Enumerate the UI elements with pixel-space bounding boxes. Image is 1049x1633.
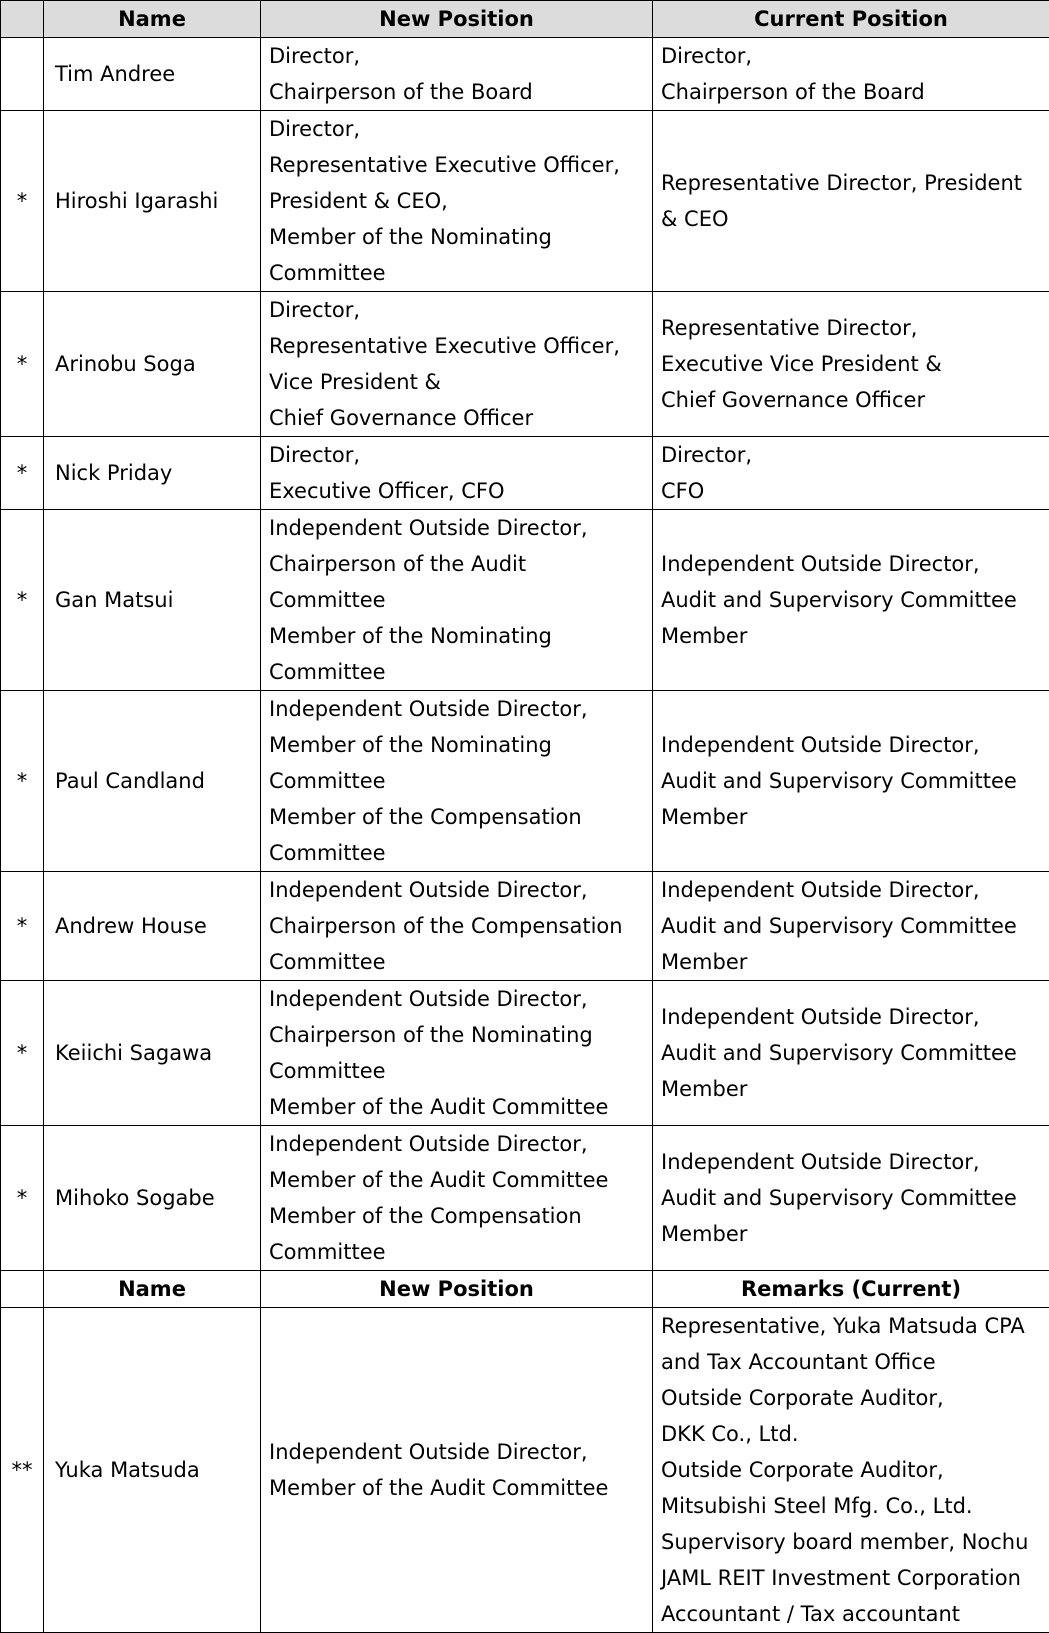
row-current-position: [653, 38, 1049, 111]
row-current-position: [653, 111, 1049, 292]
cell-line: Audit and Supervisory Committee: [661, 588, 1017, 612]
cell-line: Representative Director,: [661, 316, 918, 340]
cell-line: Member of the Compensation: [269, 1204, 582, 1228]
row-new-position: [261, 38, 653, 111]
row-new-position: [261, 510, 653, 691]
row-name: Arinobu Soga: [44, 292, 261, 437]
cell-line: Independent Outside Director,: [269, 1440, 588, 1464]
row-new-position: [261, 111, 653, 292]
cell-line: Member of the Nominating: [269, 733, 552, 757]
row-mark: [1, 38, 44, 111]
cell-line: and Tax Accountant Office: [661, 1350, 936, 1374]
cell-line: Director,: [269, 298, 361, 322]
cell-line: Representative, Yuka Matsuda CPA: [661, 1314, 1025, 1338]
cell-line: Member of the Nominating: [269, 624, 552, 648]
cell-line: President & CEO,: [269, 189, 448, 213]
table-header: [1, 1, 1049, 38]
cell-line: Representative Executive Officer,: [269, 334, 620, 358]
row-current-position: [653, 691, 1049, 872]
cell-line: Audit and Supervisory Committee: [661, 1186, 1017, 1210]
cell-line: Independent Outside Director,: [269, 697, 588, 721]
cell-line: Member: [661, 624, 748, 648]
row-new-position: [261, 1308, 653, 1633]
cell-line: Director,: [269, 117, 361, 141]
row-name: Andrew House: [44, 872, 261, 981]
cell-line: Independent Outside Director,: [269, 1132, 588, 1156]
table-row: [1, 1308, 1049, 1633]
cell-line: Independent Outside Director,: [661, 733, 980, 757]
cell-line: Member of the Compensation: [269, 805, 582, 829]
cell-line: Committee: [269, 769, 386, 793]
cell-line: JAML REIT Investment Corporation: [661, 1566, 1021, 1590]
cell-line: Representative Director, President: [661, 171, 1023, 195]
row-mark: **: [1, 1308, 44, 1633]
cell-line: Vice President &: [269, 370, 441, 394]
row-mark: *: [1, 510, 44, 691]
cell-line: Chairperson of the Compensation: [269, 914, 623, 938]
row-name: Keiichi Sagawa: [44, 981, 261, 1126]
cell-line: Chief Governance Officer: [661, 388, 926, 412]
row-current-position: [653, 872, 1049, 981]
header-mark: [1, 1, 44, 38]
cell-line: Member: [661, 1222, 748, 1246]
cell-line: Independent Outside Director,: [269, 516, 588, 540]
cell-line: Outside Corporate Auditor,: [661, 1458, 944, 1482]
row-new-position: [261, 1126, 653, 1271]
cell-line: DKK Co., Ltd.: [661, 1422, 799, 1446]
cell-line: Independent Outside Director,: [269, 878, 588, 902]
cell-line: Representative Executive Officer,: [269, 153, 620, 177]
table-row: [1, 111, 1049, 292]
table-row: [1, 981, 1049, 1126]
cell-line: Committee: [269, 950, 386, 974]
cell-line: Chairperson of the Board: [269, 80, 533, 104]
row-new-position: [261, 691, 653, 872]
table-row: [1, 38, 1049, 111]
cell-line: Independent Outside Director,: [661, 1150, 980, 1174]
cell-line: Committee: [269, 1240, 386, 1264]
cell-line: Chairperson of the Audit: [269, 552, 527, 576]
cell-line: Committee: [269, 261, 386, 285]
cell-line: CFO: [661, 479, 705, 503]
row-mark: *: [1, 437, 44, 510]
cell-line: Supervisory board member, Nochu: [661, 1530, 1029, 1554]
row-mark: *: [1, 1126, 44, 1271]
cell-line: Director,: [661, 443, 753, 467]
cell-line: Executive Officer, CFO: [269, 479, 505, 503]
table-row: [1, 1126, 1049, 1271]
row-new-position: [261, 437, 653, 510]
cell-line: Independent Outside Director,: [661, 1005, 980, 1029]
cell-line: & CEO: [661, 207, 729, 231]
row-current-position: [653, 981, 1049, 1126]
header-new-position: New Position: [261, 1, 653, 38]
cell-line: Chairperson of the Board: [661, 80, 925, 104]
cell-line: Member of the Nominating: [269, 225, 552, 249]
cell-line: Executive Vice President &: [661, 352, 942, 376]
cell-line: Member of the Audit Committee: [269, 1095, 609, 1119]
subheader-remarks: Remarks (Current): [653, 1271, 1049, 1308]
cell-line: Member: [661, 805, 748, 829]
row-current-position: [653, 437, 1049, 510]
row-name: Paul Candland: [44, 691, 261, 872]
row-mark: *: [1, 111, 44, 292]
cell-line: Committee: [269, 588, 386, 612]
cell-line: Member of the Audit Committee: [269, 1168, 609, 1192]
cell-line: Member: [661, 1077, 748, 1101]
row-new-position: [261, 981, 653, 1126]
cell-line: Accountant / Tax accountant: [661, 1602, 961, 1626]
row-name: Gan Matsui: [44, 510, 261, 691]
cell-line: Member: [661, 950, 748, 974]
header-row: [1, 1, 1049, 38]
cell-line: Audit and Supervisory Committee: [661, 1041, 1017, 1065]
table-row: [1, 691, 1049, 872]
row-name: Mihoko Sogabe: [44, 1126, 261, 1271]
table-body: [1, 38, 1049, 1633]
cell-line: Chief Governance Officer: [269, 406, 534, 430]
cell-line: Committee: [269, 660, 386, 684]
subheader-name: Name: [44, 1271, 261, 1308]
cell-line: Outside Corporate Auditor,: [661, 1386, 944, 1410]
row-name: Yuka Matsuda: [44, 1308, 261, 1633]
cell-line: Committee: [269, 841, 386, 865]
row-mark: *: [1, 981, 44, 1126]
cell-line: Audit and Supervisory Committee: [661, 769, 1017, 793]
row-mark: *: [1, 292, 44, 437]
cell-line: Director,: [269, 44, 361, 68]
cell-line: Member of the Audit Committee: [269, 1476, 609, 1500]
cell-line: Committee: [269, 1059, 386, 1083]
cell-line: Independent Outside Director,: [661, 878, 980, 902]
header-name: Name: [44, 1, 261, 38]
cell-line: Director,: [269, 443, 361, 467]
row-mark: *: [1, 691, 44, 872]
header-current-position: Current Position: [653, 1, 1049, 38]
cell-line: Mitsubishi Steel Mfg. Co., Ltd.: [661, 1494, 973, 1518]
cell-line: Director,: [661, 44, 753, 68]
row-current-position: [653, 292, 1049, 437]
row-remarks: [653, 1308, 1049, 1633]
table-row: [1, 872, 1049, 981]
table-row: [1, 292, 1049, 437]
row-current-position: [653, 510, 1049, 691]
subheader-row: [1, 1271, 1049, 1308]
cell-line: Chairperson of the Nominating: [269, 1023, 593, 1047]
row-name: Tim Andree: [44, 38, 261, 111]
subheader-mark: [1, 1271, 44, 1308]
table-row: [1, 437, 1049, 510]
cell-line: Independent Outside Director,: [269, 987, 588, 1011]
cell-line: Audit and Supervisory Committee: [661, 914, 1017, 938]
row-name: Nick Priday: [44, 437, 261, 510]
row-mark: *: [1, 872, 44, 981]
row-new-position: [261, 292, 653, 437]
row-name: Hiroshi Igarashi: [44, 111, 261, 292]
table-row: [1, 510, 1049, 691]
subheader-new-position: New Position: [261, 1271, 653, 1308]
cell-line: Independent Outside Director,: [661, 552, 980, 576]
row-current-position: [653, 1126, 1049, 1271]
row-new-position: [261, 872, 653, 981]
